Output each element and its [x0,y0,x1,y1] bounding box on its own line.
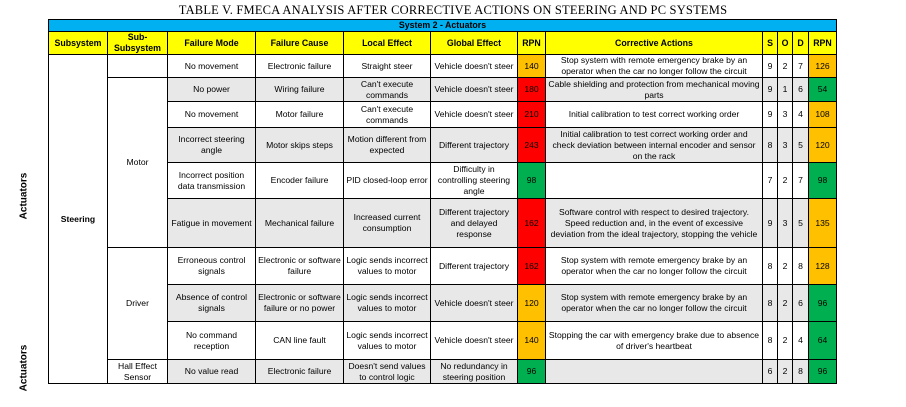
header-failure-mode: Failure Mode [168,32,256,55]
d-cell: 6 [793,78,809,102]
d-cell: 4 [793,102,809,128]
table-row [49,78,837,102]
table-row [49,322,837,360]
global-effect-cell: Vehicle doesn't steer [431,78,518,102]
s-cell: 9 [763,199,778,248]
local-effect-cell: Logic sends incorrect values to motor [344,248,431,285]
s-cell: 9 [763,55,778,78]
local-effect-cell: Increased current consumption [344,199,431,248]
d-cell: 7 [793,163,809,199]
header-o: O [778,32,793,55]
side-label-actuators-upper: Actuators [18,172,30,219]
corrective-action-cell: Software control with respect to desired trajectory. Speed reduction and, in the event of excessive deviation from the ideal trajectory, stopping the vehicle [546,199,763,248]
o-cell: 2 [778,360,793,384]
sub-subsystem-cell-empty [108,55,168,78]
system-header: System 2 - Actuators [49,20,837,32]
side-label-actuators-lower: Actuators [18,344,30,391]
rpn-cell: 140 [518,322,546,360]
header-failure-cause: Failure Cause [256,32,344,55]
table-row [49,55,837,78]
failure-cause-cell: Encoder failure [256,163,344,199]
table-row [49,102,837,128]
header-subsystem: Subsystem [49,32,108,55]
header-rpn: RPN [518,32,546,55]
failure-cause-cell: Motor failure [256,102,344,128]
s-cell: 9 [763,102,778,128]
s-cell: 9 [763,78,778,102]
table-row [49,248,837,285]
table-row [49,199,837,248]
failure-cause-cell: CAN line fault [256,322,344,360]
corrective-action-cell: Stopping the car with emergency brake due to absence of driver's heartbeat [546,322,763,360]
rpn-cell: 162 [518,248,546,285]
failure-mode-cell: No movement [168,55,256,78]
rpn-cell: 96 [518,360,546,384]
o-cell: 3 [778,128,793,163]
local-effect-cell: Motion different from expected [344,128,431,163]
failure-cause-cell: Electronic failure [256,360,344,384]
header-rpn-after: RPN [809,32,837,55]
global-effect-cell: Different trajectory [431,128,518,163]
corrective-action-cell: Stop system with remote emergency brake by an operator when the car no longer follow the circuit [546,55,763,78]
corrective-action-cell: Initial calibration to test correct working order and check deviation between internal encoder and sensor on the rack [546,128,763,163]
system-header-row [49,20,837,32]
rpn-after-cell: 54 [809,78,837,102]
corrective-action-cell [546,360,763,384]
global-effect-cell: Vehicle doesn't steer [431,285,518,322]
rpn-cell: 120 [518,285,546,322]
rpn-cell: 140 [518,55,546,78]
d-cell: 8 [793,360,809,384]
global-effect-cell: Vehicle doesn't steer [431,55,518,78]
rpn-after-cell: 64 [809,322,837,360]
sub-subsystem-cell-motor: Motor [108,78,168,248]
d-cell: 4 [793,322,809,360]
s-cell: 8 [763,248,778,285]
local-effect-cell: Doesn't send values to control logic [344,360,431,384]
d-cell: 5 [793,199,809,248]
s-cell: 7 [763,163,778,199]
subsystem-cell: Steering [49,55,108,384]
rpn-after-cell: 135 [809,199,837,248]
rpn-cell: 162 [518,199,546,248]
s-cell: 8 [763,128,778,163]
global-effect-cell: Vehicle doesn't steer [431,322,518,360]
rpn-after-cell: 98 [809,163,837,199]
sub-subsystem-cell-hall-effect-sensor: Hall Effect Sensor [108,360,168,384]
s-cell: 8 [763,285,778,322]
global-effect-cell: Different trajectory [431,248,518,285]
o-cell: 2 [778,322,793,360]
local-effect-cell: Logic sends incorrect values to motor [344,322,431,360]
sub-subsystem-cell-driver: Driver [108,248,168,360]
failure-cause-cell: Electronic or software failure [256,248,344,285]
rpn-cell: 98 [518,163,546,199]
failure-cause-cell: Electronic failure [256,55,344,78]
rpn-after-cell: 108 [809,102,837,128]
header-corrective-actions: Corrective Actions [546,32,763,55]
corrective-action-cell: Initial calibration to test correct working order [546,102,763,128]
rpn-after-cell: 128 [809,248,837,285]
rpn-after-cell: 96 [809,285,837,322]
failure-cause-cell: Motor skips steps [256,128,344,163]
failure-mode-cell: Fatigue in movement [168,199,256,248]
local-effect-cell: Can't execute commands [344,102,431,128]
corrective-action-cell [546,163,763,199]
rpn-after-cell: 126 [809,55,837,78]
d-cell: 5 [793,128,809,163]
header-local-effect: Local Effect [344,32,431,55]
o-cell: 3 [778,102,793,128]
rpn-cell: 243 [518,128,546,163]
global-effect-cell: No redundancy in steering position [431,360,518,384]
d-cell: 7 [793,55,809,78]
corrective-action-cell: Stop system with remote emergency brake by an operator when the car no longer follow the circuit [546,248,763,285]
failure-mode-cell: No value read [168,360,256,384]
failure-cause-cell: Mechanical failure [256,199,344,248]
failure-mode-cell: No command reception [168,322,256,360]
header-sub-subsystem: Sub-Subsystem [108,32,168,55]
table-row [49,285,837,322]
failure-mode-cell: Incorrect position data transmission [168,163,256,199]
local-effect-cell: Logic sends incorrect values to motor [344,285,431,322]
header-d: D [793,32,809,55]
failure-mode-cell: No power [168,78,256,102]
o-cell: 2 [778,55,793,78]
global-effect-cell: Different trajectory and delayed response [431,199,518,248]
failure-mode-cell: No movement [168,102,256,128]
d-cell: 8 [793,248,809,285]
local-effect-cell: PID closed-loop error [344,163,431,199]
rpn-after-cell: 120 [809,128,837,163]
column-header-row [49,32,837,55]
failure-mode-cell: Erroneous control signals [168,248,256,285]
global-effect-cell: Difficulty in controlling steering angle [431,163,518,199]
failure-cause-cell: Wiring failure [256,78,344,102]
o-cell: 2 [778,163,793,199]
corrective-action-cell: Cable shielding and protection from mechanical moving parts [546,78,763,102]
rpn-cell: 180 [518,78,546,102]
table-row [49,360,837,384]
s-cell: 8 [763,322,778,360]
fmeca-table [48,19,837,384]
o-cell: 3 [778,199,793,248]
o-cell: 2 [778,285,793,322]
failure-cause-cell: Electronic or software failure or no power [256,285,344,322]
header-s: S [763,32,778,55]
o-cell: 2 [778,248,793,285]
rpn-after-cell: 96 [809,360,837,384]
header-global-effect: Global Effect [431,32,518,55]
failure-mode-cell: Absence of control signals [168,285,256,322]
failure-mode-cell: Incorrect steering angle [168,128,256,163]
s-cell: 6 [763,360,778,384]
table-row [49,163,837,199]
local-effect-cell: Straight steer [344,55,431,78]
o-cell: 1 [778,78,793,102]
corrective-action-cell: Stop system with remote emergency brake by an operator when the car no longer follow the circuit [546,285,763,322]
local-effect-cell: Can't execute commands [344,78,431,102]
table-caption: TABLE V. FMECA ANALYSIS AFTER CORRECTIVE ACTIONS ON STEERING AND PC SYSTEMS [178,3,728,17]
global-effect-cell: Vehicle doesn't steer [431,102,518,128]
d-cell: 6 [793,285,809,322]
rpn-cell: 210 [518,102,546,128]
table-row [49,128,837,163]
